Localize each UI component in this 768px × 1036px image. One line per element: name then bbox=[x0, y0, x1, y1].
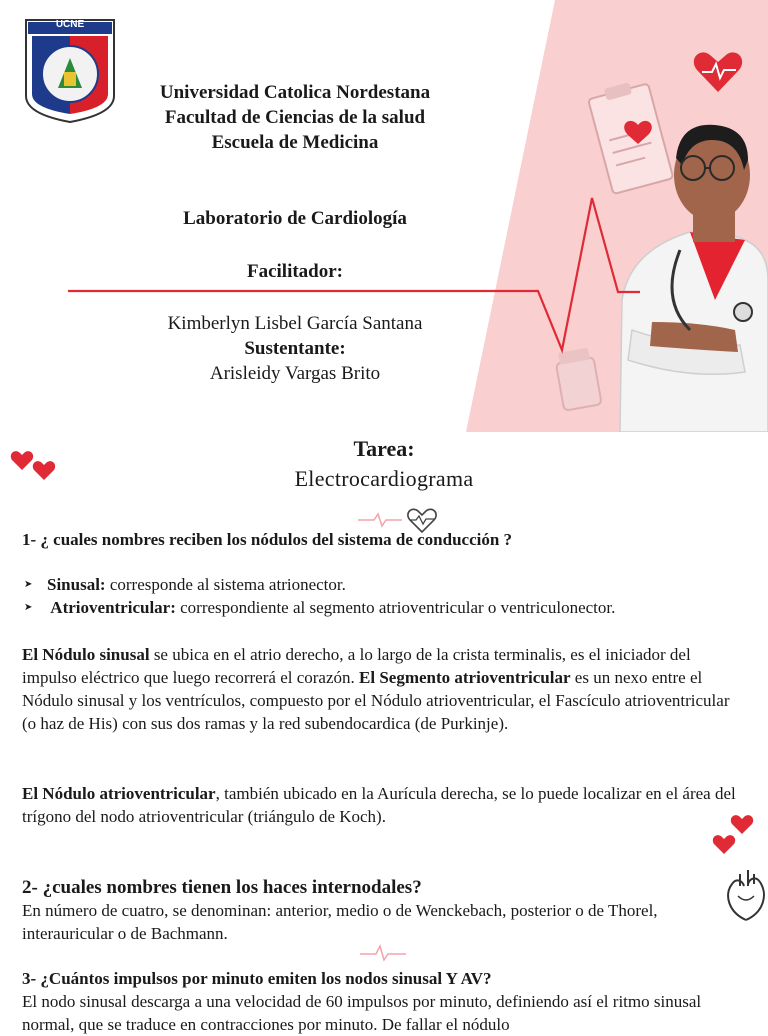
logo-label: UCNE bbox=[55, 19, 85, 30]
arrow-bullet-icon: ➤ bbox=[24, 602, 33, 613]
list-item-text: correspondiente al segmento atrioventricular o ventriculonector. bbox=[175, 598, 616, 617]
question-3: 3- ¿Cuántos impulsos por minuto emiten los nodos sinusal Y AV? bbox=[22, 969, 492, 988]
question-2: 2- ¿cuales nombres tienen los haces internodales? bbox=[22, 877, 422, 898]
list-item bbox=[22, 573, 746, 596]
school-name: Escuela de Medicina bbox=[211, 132, 379, 153]
assignment-title: Electrocardiograma bbox=[294, 466, 474, 491]
paragraph-text: se ubica en el atrio derecho, a lo largo de la crista terminalis, es el iniciador del impulso eléctrico que luego recorrerá el corazón. bbox=[22, 645, 691, 687]
university-name: Universidad Catolica Nordestana bbox=[159, 82, 431, 103]
list-item-term: Atrioventricular: bbox=[47, 598, 176, 617]
term-av-segment: El Segmento atrioventricular bbox=[359, 668, 571, 687]
arrow-bullet-icon: ➤ bbox=[24, 579, 33, 590]
q1-paragraph-1 bbox=[22, 643, 746, 735]
term-sinus-node: El Nódulo sinusal bbox=[22, 645, 150, 664]
assignment-label: Tarea: bbox=[353, 436, 415, 461]
facilitator-name: Kimberlyn Lisbel García Santana bbox=[167, 313, 423, 334]
heart-icon bbox=[692, 50, 744, 94]
facilitator-label: Facilitador: bbox=[246, 261, 344, 282]
list-item-term: Sinusal: bbox=[47, 575, 106, 594]
term-av-node: El Nódulo atrioventricular bbox=[22, 784, 216, 803]
hearts-icon bbox=[712, 814, 756, 856]
q1-paragraph-2 bbox=[22, 782, 746, 828]
q1-list bbox=[22, 573, 746, 619]
paragraph-text: , también ubicado en la Aurícula derecha, se lo puede localizar en el área del trígono del nodo atrioventricular (triángulo de Koch). bbox=[22, 784, 736, 826]
ecg-divider bbox=[358, 940, 410, 964]
answer-3: El nodo sinusal descarga a una velocidad de 60 impulsos por minuto, definiendo así el ritmo sinusal normal, que se traduce en contracciones por minuto. De fallar el nódulo bbox=[22, 992, 702, 1034]
presenter-name: Arisleidy Vargas Brito bbox=[209, 363, 381, 384]
list-item-text: corresponde al sistema atrionector. bbox=[105, 575, 346, 594]
faculty-name: Facultad de Ciencias de la salud bbox=[164, 107, 426, 128]
course-name: Laboratorio de Cardiología bbox=[183, 208, 407, 229]
answer-2: En número de cuatro, se denominan: anterior, medio o de Wenckebach, posterior o de Thorel, interauricular o de Bachmann. bbox=[22, 901, 658, 943]
list-item bbox=[22, 596, 746, 619]
ucne-logo bbox=[24, 18, 116, 124]
paragraph-text: es un nexo entre el Nódulo sinusal y los ventrículos, compuesto por el Nódulo atrioventricular, el Fascículo atrioventricular (o haz de His) con sus dos ramas y la red subendocardica (de Purkinje). bbox=[22, 668, 730, 733]
question-1: 1- ¿ cuales nombres reciben los nódulos del sistema de conducción ? bbox=[22, 530, 513, 549]
presenter-label: Sustentante: bbox=[244, 338, 346, 359]
